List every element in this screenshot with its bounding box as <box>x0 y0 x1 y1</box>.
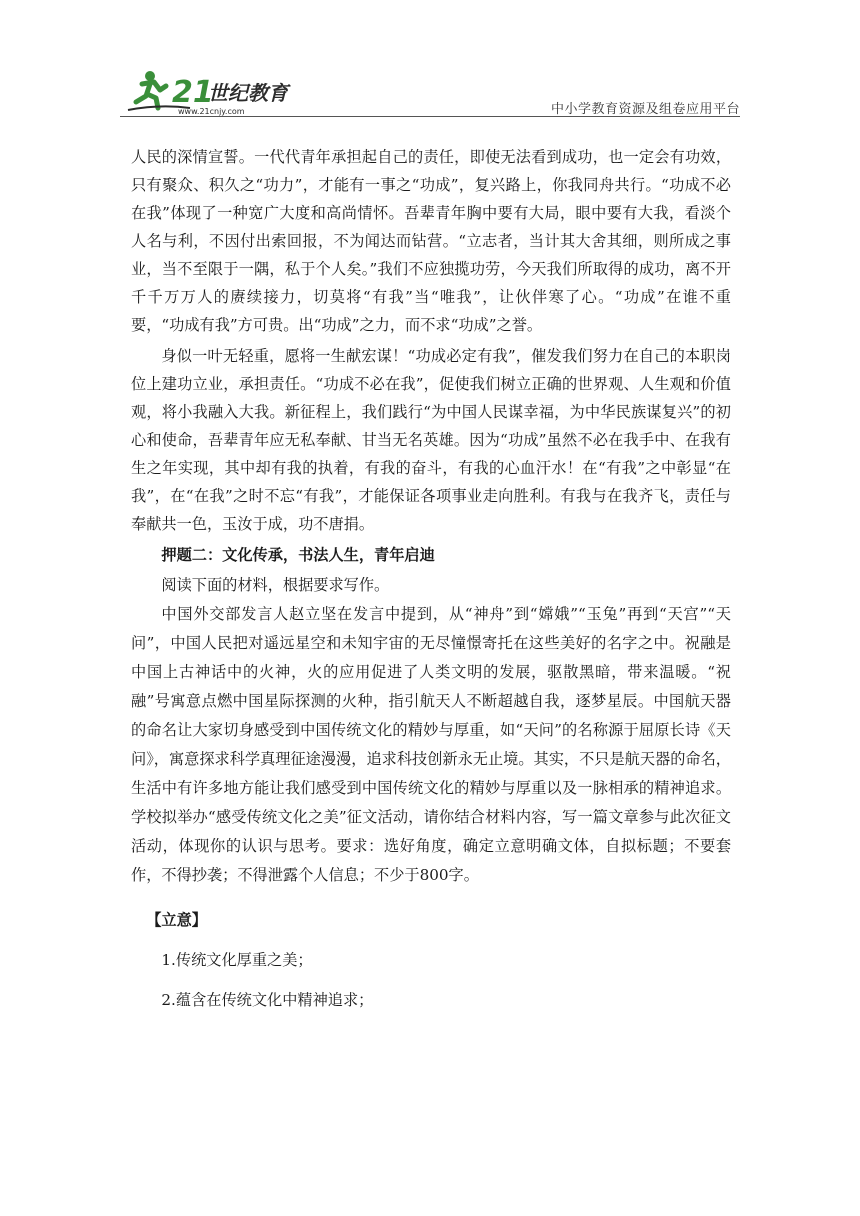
platform-name: 中小学教育资源及组卷应用平台 <box>550 102 740 117</box>
list-item: 2.蕴含在传统文化中精神追求； <box>161 991 374 1009</box>
paragraph-conclusion: 身似一叶无轻重，愿将一生献宏谋！“功成必定有我”，催发我们努力在自己的本职岗位上建功立业，承担责任。“功成不必在我”，促使我们树立正确的世界观、人生观和价值观，将小我融入大我。新征程上，我们践行“为中国人民谋幸福，为中华民族谋复兴”的初心和使命，吾辈青年应无私奉献、甘当无名英雄。因为“功成”虽然不必在我手中、在我有生之年实现，其中却有我的执着，有我的奋斗，有我的心血汗水！在“有我”之中彰显“在我”，在“在我”之时不忘“有我”，才能保证各项事业走向胜利。有我与在我齐飞，责任与奉献共一色，玉汝于成，功不唐捐。 <box>131 347 731 533</box>
section-label: 【立意】 <box>146 911 207 929</box>
topic-heading: 押题二：文化传承，书法人生，青年启迪 <box>161 546 435 564</box>
topic-instruction: 阅读下面的材料，根据要求写作。 <box>161 576 390 594</box>
svg-text:世纪教育: 世纪教育 <box>208 81 288 105</box>
svg-text:21: 21 <box>172 75 214 110</box>
document-body <box>131 143 731 1020</box>
list-item: 1.传统文化厚重之美； <box>161 951 313 969</box>
topic-material: 中国外交部发言人赵立坚在发言中提到，从“神舟”到“嫦娥”“玉兔”再到“天宫”“天问”，中国人民把对遥远星空和未知宇宙的无尽憧憬寄托在这些美好的名字之中。祝融是中国上古神话中的火神，火的应用促进了人类文明的发展，驱散黑暗，带来温暖。“祝融”号寓意点燃中国星际探测的火种，指引航天人不断超越自我，逐梦星辰。中国航天器的命名让大家切身感受到中国传统文化的精妙与厚重，如“天问”的名称源于屈原长诗《天问》，寓意探求科学真理征途漫漫，追求科技创新永无止境。其实，不只是航天器的命名，生活中有许多地方能让我们感受到中国传统文化的精妙与厚重以及一脉相承的精神追求。学校拟举办“感受传统文化之美”征文活动，请你结合材料内容，写一篇文章参与此次征文活动，体现你的认识与思考。要求：选好角度，确定立意明确文体，自拟标题；不要套作，不得抄袭；不得泄露个人信息；不少于800字。 <box>131 605 731 884</box>
site-logo <box>120 64 300 118</box>
logo-graphic <box>120 64 300 118</box>
svg-text:www.21cnjy.com: www.21cnjy.com <box>178 107 245 116</box>
page-header <box>120 64 740 118</box>
paragraph-continued: 人民的深情宣誓。一代代青年承担起自己的责任，即使无法看到成功，也一定会有功效，只有聚众、积久之“功力”，才能有一事之“功成”，复兴路上，你我同舟共行。“功成不必在我”体现了一种宽广大度和高尚情怀。吾辈青年胸中要有大局，眼中要有大我，看淡个人名与利，不因付出索回报，不为闻达而钻营。“立志者，当计其大舍其细，则所成之事业，当不至限于一隅，私于个人矣。”我们不应独揽功劳，今天我们所取得的成功，离不开千千万万人的赓续接力，切莫将“有我”当“唯我”，让伙伴寒了心。“功成”在谁不重要，“功成有我”方可贵。出“功成”之力，而不求“功成”之誉。 <box>131 148 731 334</box>
header-divider <box>120 116 740 117</box>
